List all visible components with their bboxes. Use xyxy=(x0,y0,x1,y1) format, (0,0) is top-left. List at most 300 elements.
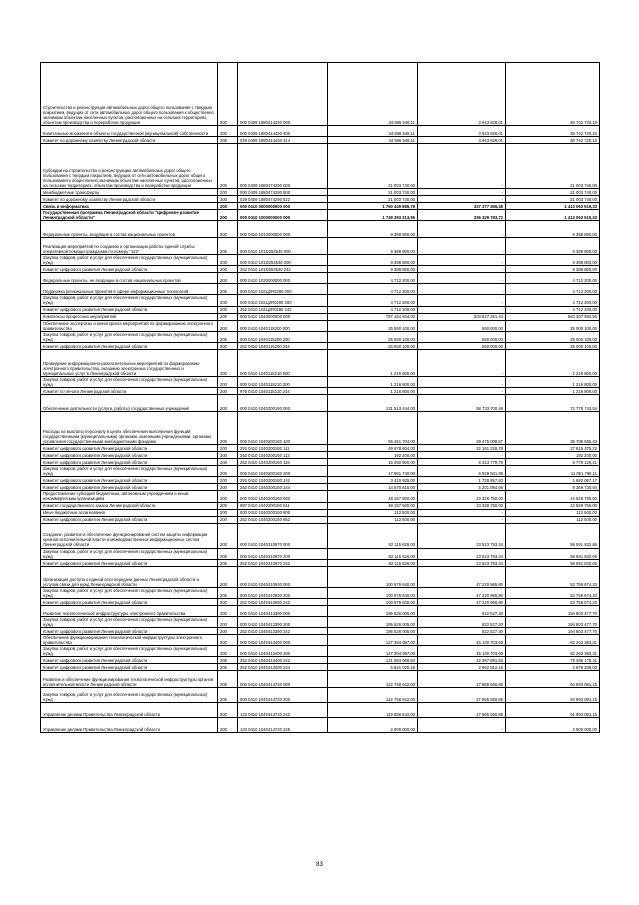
row-line-code: 200 xyxy=(218,459,238,466)
row-budget-code: 252 0410 1040115200 244 xyxy=(238,342,328,349)
row-approved-amount: 100 979 640,00 xyxy=(328,587,418,598)
table-row xyxy=(41,306,600,313)
row-approved-amount: 34 686 548,11 xyxy=(328,126,418,137)
row-budget-code: 252 0410 1040200160 852 xyxy=(238,516,328,523)
row-budget-code: 000 0410 1040414720 000 xyxy=(238,671,328,688)
row-name: Закупка товаров, работ и услуг для обеспечения государственных (муниципальных) нужд xyxy=(41,295,218,306)
row-approved-amount: 82 115 626,00 xyxy=(328,548,418,559)
row-budget-code: 252 0410 1040310970 242 xyxy=(238,559,328,566)
row-budget-code: 252 0410 1040413390 242 xyxy=(238,628,328,635)
row-name: Комитет цифрового развития Ленинградской области xyxy=(41,342,218,349)
row-line-code: 200 xyxy=(218,210,238,221)
table-row xyxy=(41,189,600,196)
row-executed-amount: - xyxy=(418,238,506,255)
row-line-code: 200 xyxy=(218,523,238,548)
row-name: Федеральные проекты, входящие в состав национальных проектов xyxy=(41,221,218,238)
row-budget-code: 252 0410 1040200160 111 xyxy=(238,445,328,452)
row-executed-amount: 6 929 941,89 xyxy=(418,466,506,477)
row-budget-code: 000 0410 1040115200 200 xyxy=(238,331,328,342)
row-line-code: 200 xyxy=(218,718,238,733)
table-row xyxy=(41,628,600,635)
row-budget-code: 000 0410 1040410930 200 xyxy=(238,587,328,598)
row-line-code: 200 xyxy=(218,635,238,646)
row-line-code: 200 xyxy=(218,477,238,484)
row-line-code: 200 xyxy=(218,306,238,313)
row-name: Комитет цифрового развития Ленинградской области xyxy=(41,484,218,491)
row-budget-code: 000 0409 1880414430 400 xyxy=(238,126,328,137)
row-name: Обеспечение экспертизы и мониторинга мероприятий по формированию электронного правительства xyxy=(41,320,218,331)
row-budget-code: 029 0409 1880474290 522 xyxy=(238,196,328,203)
row-line-code: 200 xyxy=(218,395,238,412)
row-approved-amount: 1 216 800,00 xyxy=(328,388,418,395)
row-executed-amount: - xyxy=(418,452,506,459)
row-budget-code: 252 0410 1040200160 112 xyxy=(238,452,328,459)
row-executed-amount: 337 377 366,45 xyxy=(418,203,506,210)
row-unexecuted-amount: 583 307 592,56 xyxy=(506,313,600,320)
row-unexecuted-amount: 4 712 200,00 xyxy=(506,306,600,313)
row-line-code: 200 xyxy=(218,331,238,342)
row-name: Комитет цифрового развития Ленинградской области xyxy=(41,657,218,664)
table-row xyxy=(41,703,600,718)
row-name: Комплексы процессных мероприятий xyxy=(41,313,218,320)
row-name: Комитет государственного заказа Ленинградской области xyxy=(41,502,218,509)
row-name: Комитет цифрового развития Ленинградской области xyxy=(41,445,218,452)
row-approved-amount: 127 394 087,00 xyxy=(328,635,418,646)
row-budget-code: 029 0409 1880414430 414 xyxy=(238,137,328,144)
row-name: Организация доступа к единой сети передачи данных Ленинградской области и услугам связи для нужд Ленинградской области xyxy=(41,566,218,587)
row-executed-amount: 5 201 084,06 xyxy=(418,484,506,491)
row-approved-amount: 9 388 800,00 xyxy=(328,221,418,238)
row-executed-amount: - xyxy=(418,255,506,266)
row-executed-amount: - xyxy=(418,144,506,189)
row-name: Закупка товаров, работ и услуг для обеспечения государственных (муниципальных) нужд xyxy=(41,466,218,477)
row-unexecuted-amount: 1 216 800,00 xyxy=(506,349,600,376)
table-row xyxy=(41,523,600,548)
table-row xyxy=(41,509,600,516)
row-unexecuted-amount: 9 388 800,00 xyxy=(506,255,600,266)
row-executed-amount: 23 523 793,34 xyxy=(418,559,506,566)
table-row xyxy=(41,210,600,221)
row-executed-amount: - xyxy=(418,718,506,733)
row-line-code: 200 xyxy=(218,189,238,196)
row-line-code: 200 xyxy=(218,657,238,664)
row-line-code: 200 xyxy=(218,445,238,452)
row-executed-amount: 27 865 560,85 xyxy=(418,671,506,688)
row-approved-amount: 1 216 800,00 xyxy=(328,376,418,387)
row-executed-amount: - xyxy=(418,376,506,387)
row-unexecuted-amount: 1 216 800,00 xyxy=(506,376,600,387)
row-line-code: 200 xyxy=(218,466,238,477)
row-unexecuted-amount: 2 900 000,00 xyxy=(506,718,600,733)
row-budget-code: 000 0410 102Ц2R0280 000 xyxy=(238,284,328,295)
row-approved-amount: 34 686 548,11 xyxy=(328,137,418,144)
table-row xyxy=(41,238,600,255)
row-budget-code: 000 0410 1040413390 000 xyxy=(238,605,328,616)
row-approved-amount: 3 410 925,00 xyxy=(328,477,418,484)
row-budget-code: 000 0410 1040413400 000 xyxy=(238,635,328,646)
table-row xyxy=(41,646,600,657)
row-unexecuted-amount: 9 369 730,94 xyxy=(506,484,600,491)
table-row xyxy=(41,313,600,320)
row-approved-amount: 1 216 800,00 xyxy=(328,349,418,376)
row-line-code: 200 xyxy=(218,703,238,718)
row-executed-amount: 3 943 828,01 xyxy=(418,137,506,144)
row-executed-amount: 1 728 857,83 xyxy=(418,477,506,484)
row-budget-code: 252 0410 1040200160 119 xyxy=(238,459,328,466)
row-name: Строительство и реконструкция автомобильных дорог общего пользования с твердым покрытием, ведущих от сети автомобильных дорог общего пользования к общественно значимым объектам населенных пунктов, расположенных на сельских территориях, объектам производства и переработки продукции xyxy=(41,63,218,126)
table-row xyxy=(41,566,600,587)
row-line-code: 200 xyxy=(218,273,238,284)
row-unexecuted-amount: 30 742 720,10 xyxy=(506,126,600,137)
row-approved-amount: 1 750 449 885,78 xyxy=(328,203,418,210)
row-approved-amount: 21 003 740,00 xyxy=(328,144,418,189)
row-unexecuted-amount: 1 413 063 519,33 xyxy=(506,210,600,221)
row-line-code: 200 xyxy=(218,238,238,255)
row-unexecuted-amount: 58 591 832,66 xyxy=(506,559,600,566)
row-approved-amount: 121 553 066,84 xyxy=(328,657,418,664)
row-unexecuted-amount: 1 216 800,00 xyxy=(506,388,600,395)
row-executed-amount: 23 328 750,00 xyxy=(418,502,506,509)
row-name: Комитет цифрового развития Ленинградской области xyxy=(41,459,218,466)
row-unexecuted-amount: 25 000 100,00 xyxy=(506,331,600,342)
table-row xyxy=(41,635,600,646)
row-line-code: 200 xyxy=(218,388,238,395)
row-budget-code: 000 0410 1040310970 200 xyxy=(238,548,328,559)
row-line-code: 200 xyxy=(218,349,238,376)
row-executed-amount: 550 000,00 xyxy=(418,342,506,349)
row-approved-amount: 195 626 005,00 xyxy=(328,616,418,627)
row-line-code: 200 xyxy=(218,628,238,635)
row-executed-amount: 27 865 560,85 xyxy=(418,703,506,718)
row-line-code: 200 xyxy=(218,221,238,238)
row-approved-amount: 112 500,00 xyxy=(328,516,418,523)
row-line-code: 200 xyxy=(218,616,238,627)
row-name: Комитет по печати Ленинградской области xyxy=(41,388,218,395)
row-executed-amount: - xyxy=(418,349,506,376)
row-line-code: 200 xyxy=(218,266,238,273)
row-executed-amount: 23 523 793,34 xyxy=(418,523,506,548)
row-name: Комитет цифрового развития Ленинградской области xyxy=(41,477,218,484)
row-approved-amount: 14 570 815,00 xyxy=(328,484,418,491)
table-row xyxy=(41,412,600,445)
row-unexecuted-amount: 11 051 798,11 xyxy=(506,466,600,477)
table-row xyxy=(41,342,600,349)
row-line-code: 200 xyxy=(218,664,238,671)
row-line-code: 200 xyxy=(218,587,238,598)
row-executed-amount: 28 475 008,57 xyxy=(418,412,506,445)
row-budget-code: 000 0410 1040200160 600 xyxy=(238,491,328,502)
table-row xyxy=(41,548,600,559)
row-approved-amount: 100 979 640,00 xyxy=(328,598,418,605)
row-approved-amount: 21 003 740,00 xyxy=(328,196,418,203)
row-budget-code: 000 0410 101D253540 000 xyxy=(238,238,328,255)
row-executed-amount: 822 527,30 xyxy=(418,616,506,627)
row-unexecuted-amount: 79 285 175,31 xyxy=(506,657,600,664)
row-approved-amount: 112 500,00 xyxy=(328,509,418,516)
table-row xyxy=(41,388,600,395)
row-unexecuted-amount: 25 000 100,00 xyxy=(506,320,600,331)
row-executed-amount: - xyxy=(418,284,506,295)
row-name: Создание, развитие и обеспечение функционирования систем защиты информации органов исполнительной власти и межведомственных информационных систем Ленинградской области xyxy=(41,523,218,548)
table-row xyxy=(41,671,600,688)
row-line-code: 200 xyxy=(218,342,238,349)
row-budget-code: 987 0410 1040200160 611 xyxy=(238,502,328,509)
row-approved-amount: 25 550 100,00 xyxy=(328,342,418,349)
row-unexecuted-amount: 21 003 740,00 xyxy=(506,196,600,203)
row-approved-amount: 34 686 548,11 xyxy=(328,63,418,126)
table-row xyxy=(41,137,600,144)
row-name: Проведение информационно-разъяснительных мероприятий по формированию электронного правительства, оказанию электронных государственных и муниципальных услуг в Ленинградской области xyxy=(41,349,218,376)
row-name: Развитие технологической инфраструктуры электронного правительства xyxy=(41,605,218,616)
row-line-code: 200 xyxy=(218,452,238,459)
row-unexecuted-amount: 27 815 375,22 xyxy=(506,445,600,452)
row-name: Закупка товаров, работ и услуг для обеспечения государственных (муниципальных) нужд xyxy=(41,646,218,657)
row-executed-amount: - xyxy=(418,388,506,395)
row-budget-code: 133 0410 1040414720 242 xyxy=(238,703,328,718)
row-name: Межбюджетные трансферты xyxy=(41,189,218,196)
row-name: Закупка товаров, работ и услуг для обеспечения государственных (муниципальных) нужд xyxy=(41,587,218,598)
row-unexecuted-amount: 4 712 200,00 xyxy=(506,273,600,284)
row-unexecuted-amount: 194 803 477,70 xyxy=(506,605,600,616)
row-unexecuted-amount: 30 742 720,10 xyxy=(506,63,600,126)
page-number: 83 xyxy=(316,862,323,868)
table-row xyxy=(41,320,600,331)
row-approved-amount: 9 388 800,00 xyxy=(328,266,418,273)
table-row xyxy=(41,445,600,452)
row-budget-code: 252 0410 1040410930 242 xyxy=(238,598,328,605)
table-row xyxy=(41,605,600,616)
row-approved-amount: 1 749 393 313,95 xyxy=(328,210,418,221)
row-approved-amount: 787 154 844,00 xyxy=(328,313,418,320)
row-approved-amount: 9 388 800,00 xyxy=(328,238,418,255)
row-unexecuted-amount: 1 682 067,17 xyxy=(506,477,600,484)
row-unexecuted-amount: 112 500,00 xyxy=(506,509,600,516)
row-budget-code: 133 0410 1040414720 246 xyxy=(238,718,328,733)
row-line-code: 200 xyxy=(218,144,238,189)
table-row xyxy=(41,616,600,627)
row-executed-amount: 336 329 793,72 xyxy=(418,210,506,221)
row-executed-amount: 3 943 828,01 xyxy=(418,126,506,137)
row-budget-code: 000 0409 1880474290 500 xyxy=(238,189,328,196)
row-executed-amount: 23 523 793,34 xyxy=(418,548,506,559)
table-row xyxy=(41,349,600,376)
row-line-code: 200 xyxy=(218,412,238,445)
row-name: Комитет цифрового развития Ленинградской области xyxy=(41,266,218,273)
table-row xyxy=(41,484,600,491)
row-unexecuted-amount: 24 828 750,00 xyxy=(506,502,600,509)
row-budget-code: 252 0410 101D253540 242 xyxy=(238,266,328,273)
row-budget-code: 252 0410 1040413400 244 xyxy=(238,664,328,671)
row-unexecuted-amount: 9 388 800,00 xyxy=(506,221,600,238)
row-name: Комитет цифрового развития Ленинградской области xyxy=(41,516,218,523)
row-line-code: 200 xyxy=(218,516,238,523)
row-unexecuted-amount: 9 388 800,00 xyxy=(506,266,600,273)
row-budget-code: 252 0410 1040413400 242 xyxy=(238,657,328,664)
row-budget-code: 000 0410 1040000000 000 xyxy=(238,313,328,320)
row-executed-amount: - xyxy=(418,189,506,196)
row-name: Закупка товаров, работ и услуг для обеспечения государственных (муниципальных) нужд xyxy=(41,331,218,342)
table-row xyxy=(41,196,600,203)
row-executed-amount: 22 161 228,78 xyxy=(418,445,506,452)
table-row xyxy=(41,376,600,387)
row-line-code: 200 xyxy=(218,126,238,137)
row-budget-code: 000 0409 1880474290 000 xyxy=(238,144,328,189)
table-row xyxy=(41,395,600,412)
row-executed-amount: 550 000,00 xyxy=(418,320,506,331)
row-executed-amount: - xyxy=(418,273,506,284)
row-budget-code: 000 0410 1040413400 200 xyxy=(238,646,328,657)
row-unexecuted-amount: 91 993 081,15 xyxy=(506,703,600,718)
row-name: Закупка товаров, работ и услуг для обеспечения государственных (муниципальных) нужд xyxy=(41,255,218,266)
row-executed-amount: - xyxy=(418,266,506,273)
row-executed-amount: 47 220 965,80 xyxy=(418,587,506,598)
row-approved-amount: 15 092 900,00 xyxy=(328,459,418,466)
row-name: Федеральные проекты, не входящие в состав национальных проектов xyxy=(41,273,218,284)
row-approved-amount: 4 712 200,00 xyxy=(328,306,418,313)
row-unexecuted-amount: 94 893 081,15 xyxy=(506,688,600,703)
table-row xyxy=(41,491,600,502)
row-budget-code: 252 0410 1040200160 244 xyxy=(238,484,328,491)
row-approved-amount: 48 157 500,00 xyxy=(328,491,418,502)
table-row xyxy=(41,452,600,459)
row-line-code: 200 xyxy=(218,502,238,509)
row-approved-amount: 25 550 100,00 xyxy=(328,331,418,342)
table-row xyxy=(41,598,600,605)
table-row xyxy=(41,516,600,523)
row-name: Субсидии на строительство и реконструкцию автомобильных дорог общего пользования с твердым покрытием, ведущих от сети автомобильных дорог общего пользования к общественно значимым объектам населенных пунктов, расположенных на сельских территориях, объектам производства и переработки продукции xyxy=(41,144,218,189)
row-unexecuted-amount: 53 758 674,20 xyxy=(506,598,600,605)
budget-table xyxy=(40,62,600,733)
row-line-code: 200 xyxy=(218,548,238,559)
row-approved-amount: 49 978 604,00 xyxy=(328,445,418,452)
row-name: Комитет цифрового развития Ленинградской области xyxy=(41,628,218,635)
table-row xyxy=(41,477,600,484)
row-executed-amount: 822 527,30 xyxy=(418,605,506,616)
row-line-code: 200 xyxy=(218,598,238,605)
table-row xyxy=(41,295,600,306)
row-budget-code: 000 0410 1040200160 200 xyxy=(238,466,328,477)
row-budget-code: 976 0410 1040115210 244 xyxy=(238,388,328,395)
row-unexecuted-amount: 194 803 477,70 xyxy=(506,628,600,635)
row-name: Закупка товаров, работ и услуг для обеспечения государственных (муниципальных) нужд xyxy=(41,376,218,387)
table-row xyxy=(41,718,600,733)
row-approved-amount: 4 712 200,00 xyxy=(328,295,418,306)
row-name: Закупка товаров, работ и услуг для обеспечения государственных (муниципальных) нужд xyxy=(41,548,218,559)
row-name: Обеспечение функционирования технологической инфраструктуры электронного правительства xyxy=(41,635,218,646)
row-approved-amount: 195 626 005,00 xyxy=(328,628,418,635)
row-unexecuted-amount: 36 786 695,43 xyxy=(506,412,600,445)
row-name: Управление делами Правительства Ленинградской области xyxy=(41,703,218,718)
row-unexecuted-amount: 21 003 740,00 xyxy=(506,189,600,196)
row-name: Комитет цифрового развития Ленинградской области xyxy=(41,598,218,605)
row-name: Связь и информатика xyxy=(41,203,218,210)
row-unexecuted-amount: 4 712 200,00 xyxy=(506,284,600,295)
row-unexecuted-amount: 24 828 750,00 xyxy=(506,491,600,502)
row-budget-code: 000 0410 1020000000 000 xyxy=(238,273,328,284)
row-executed-amount: - xyxy=(418,295,506,306)
row-budget-code: 000 0410 1000000000 000 xyxy=(238,210,328,221)
row-approved-amount: 195 626 005,00 xyxy=(328,605,418,616)
row-unexecuted-amount: 192 200,00 xyxy=(506,452,600,459)
row-approved-amount: 192 200,00 xyxy=(328,452,418,459)
table-row xyxy=(41,459,600,466)
row-unexecuted-amount: 9 388 800,00 xyxy=(506,238,600,255)
row-unexecuted-amount: 30 742 720,10 xyxy=(506,137,600,144)
row-executed-amount: 550 000,00 xyxy=(418,331,506,342)
row-unexecuted-amount: 112 500,00 xyxy=(506,516,600,523)
row-line-code: 200 xyxy=(218,376,238,387)
row-executed-amount: - xyxy=(418,221,506,238)
row-unexecuted-amount: 82 263 383,31 xyxy=(506,635,600,646)
row-name: Государственная программа Ленинградской области "Цифровое развитие Ленинградской области" xyxy=(41,210,218,221)
row-approved-amount: 2 900 000,00 xyxy=(328,718,418,733)
row-budget-code: 000 0410 1040310970 000 xyxy=(238,523,328,548)
row-approved-amount: 17 981 740,00 xyxy=(328,466,418,477)
row-line-code: 200 xyxy=(218,646,238,657)
row-executed-amount: 45 130 703,69 xyxy=(418,635,506,646)
row-line-code: 200 xyxy=(218,566,238,587)
row-budget-code: 000 0410 101D253540 200 xyxy=(238,255,328,266)
row-approved-amount: 4 712 200,00 xyxy=(328,284,418,295)
row-line-code: 200 xyxy=(218,313,238,320)
table-row xyxy=(41,221,600,238)
budget-table-body xyxy=(41,63,600,733)
row-approved-amount: 5 841 020,16 xyxy=(328,664,418,671)
row-budget-code: 000 0410 1040410930 000 xyxy=(238,566,328,587)
row-line-code: 200 xyxy=(218,137,238,144)
row-executed-amount: 3 943 828,01 xyxy=(418,63,506,126)
row-name: Развитие и обеспечение функционирования технологической инфраструктуры органов исполнительной власти Ленинградской области xyxy=(41,671,218,688)
row-unexecuted-amount: 58 591 832,66 xyxy=(506,523,600,548)
row-line-code: 200 xyxy=(218,605,238,616)
row-executed-amount: - xyxy=(418,196,506,203)
row-budget-code: 000 0410 1040115200 000 xyxy=(238,320,328,331)
row-executed-amount: 27 865 560,85 xyxy=(418,688,506,703)
table-row xyxy=(41,126,600,137)
row-unexecuted-amount: 194 803 477,70 xyxy=(506,616,600,627)
row-line-code: 200 xyxy=(218,196,238,203)
row-executed-amount: 45 130 703,69 xyxy=(418,646,506,657)
row-line-code: 200 xyxy=(218,203,238,210)
row-line-code: 200 xyxy=(218,559,238,566)
row-name: Расходы на выплаты персоналу в целях обеспечения выполнения функций государственными (муниципальными) органами, казенными учреждениями, органами управления государственными внебюджетными фондами xyxy=(41,412,218,445)
table-row xyxy=(41,331,600,342)
row-approved-amount: 122 758 642,00 xyxy=(328,688,418,703)
row-name: Обеспечение деятельности (услуги, работы) государственных учреждений xyxy=(41,395,218,412)
table-row xyxy=(41,466,600,477)
row-approved-amount: 119 858 642,00 xyxy=(328,703,418,718)
table-row xyxy=(41,273,600,284)
row-name: Комитет по дорожному хозяйству Ленинградской области xyxy=(41,137,218,144)
row-approved-amount: 4 712 200,00 xyxy=(328,273,418,284)
row-name: Закупка товаров, работ и услуг для обеспечения государственных (муниципальных) нужд xyxy=(41,688,218,703)
row-line-code: 200 xyxy=(218,491,238,502)
row-executed-amount: 822 527,30 xyxy=(418,628,506,635)
row-executed-amount: 2 862 812,16 xyxy=(418,664,506,671)
row-unexecuted-amount: 53 758 674,20 xyxy=(506,566,600,587)
row-approved-amount: 127 394 087,00 xyxy=(328,646,418,657)
row-name: Управление делами Правительства Ленинградской области xyxy=(41,718,218,733)
row-approved-amount: 9 388 800,00 xyxy=(328,255,418,266)
table-row xyxy=(41,587,600,598)
row-unexecuted-amount: 94 893 081,15 xyxy=(506,671,600,688)
row-budget-code: 000 0410 1040413390 200 xyxy=(238,616,328,627)
row-budget-code: 000 0410 1040200160 000 xyxy=(238,395,328,412)
row-unexecuted-amount: 2 978 208,00 xyxy=(506,664,600,671)
row-line-code: 200 xyxy=(218,671,238,688)
row-line-code: 200 xyxy=(218,509,238,516)
row-budget-code: 000 0410 1040200160 800 xyxy=(238,509,328,516)
